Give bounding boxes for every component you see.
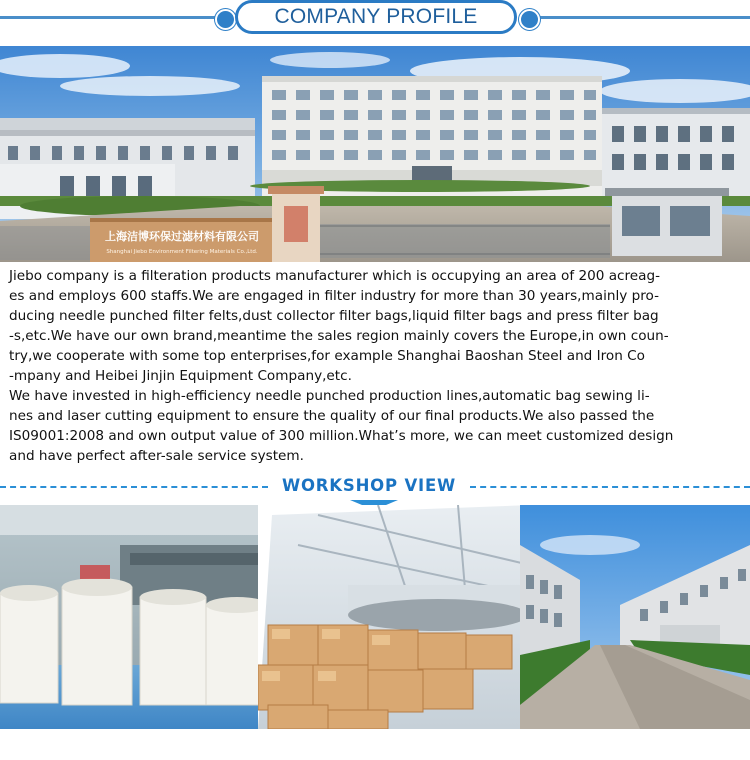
description-line: nes and laser cutting equipment to ensure the quality of our final products.We also passed the (9, 408, 655, 424)
dashed-divider-left (0, 486, 268, 488)
header-dot-left-icon (215, 9, 236, 30)
description-line: es and employs 600 staffs.We are engaged in filter industry for more than 30 years,mainly pro- (9, 288, 659, 304)
section-header (0, 0, 750, 40)
factory-sign-cn: 上海洁博环保过滤材料有限公司 (105, 230, 259, 243)
workshop-title: WORKSHOP VIEW (281, 476, 457, 495)
factory-sign-en: Shanghai Jiebo Environment Filtering Materials Co.,Ltd. (106, 249, 258, 255)
workshop-photo-warehouse-boxes (258, 505, 530, 729)
header-line-right (522, 16, 750, 19)
description-line: -s,etc.We have our own brand,meantime the sales region mainly covers the Europe,in own coun- (9, 328, 669, 344)
header-title-pill (235, 0, 517, 34)
header-dot-right-icon (519, 9, 540, 30)
description-line: ducing needle punched filter felts,dust collector filter bags,liquid filter bags and press filter bag (9, 308, 659, 324)
header-line-left (0, 16, 228, 19)
company-description (9, 266, 747, 466)
workshop-photo-felt-rolls (0, 505, 268, 729)
page-title: COMPANY PROFILE (274, 5, 478, 28)
description-line: Jiebo company is a filteration products manufacturer which is occupying an area of 200 acreag- (9, 268, 661, 284)
description-line: try,we cooperate with some top enterprises,for example Shanghai Baoshan Steel and Iron Co (9, 348, 645, 364)
description-line: We have invested in high-efficiency needle punched production lines,automatic bag sewing li- (9, 388, 650, 404)
description-line: IS09001:2008 and own output value of 300 million.What’s more, we can meet customized design (9, 428, 674, 444)
workshop-photo-factory-road (520, 505, 750, 729)
factory-photo (0, 46, 750, 262)
description-line: and have perfect after-sale service system. (9, 448, 304, 464)
description-line: -mpany and Heibei Jinjin Equipment Company,etc. (9, 368, 352, 384)
dashed-divider-right (470, 486, 750, 488)
